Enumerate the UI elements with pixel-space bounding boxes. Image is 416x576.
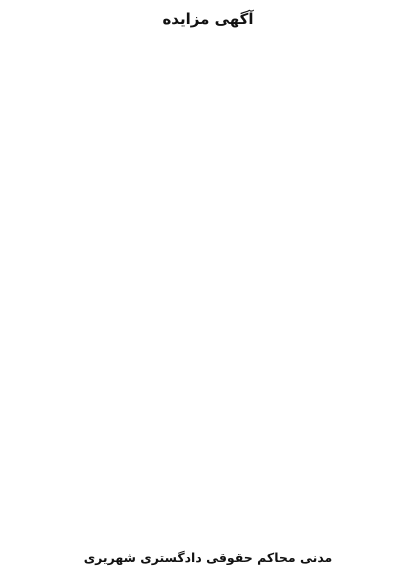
notice-body bbox=[10, 34, 406, 524]
notice-signature: مدنی محاکم حقوقی دادگستری شهریری bbox=[83, 550, 333, 565]
notice-title: آگهی مزایده bbox=[162, 10, 254, 28]
